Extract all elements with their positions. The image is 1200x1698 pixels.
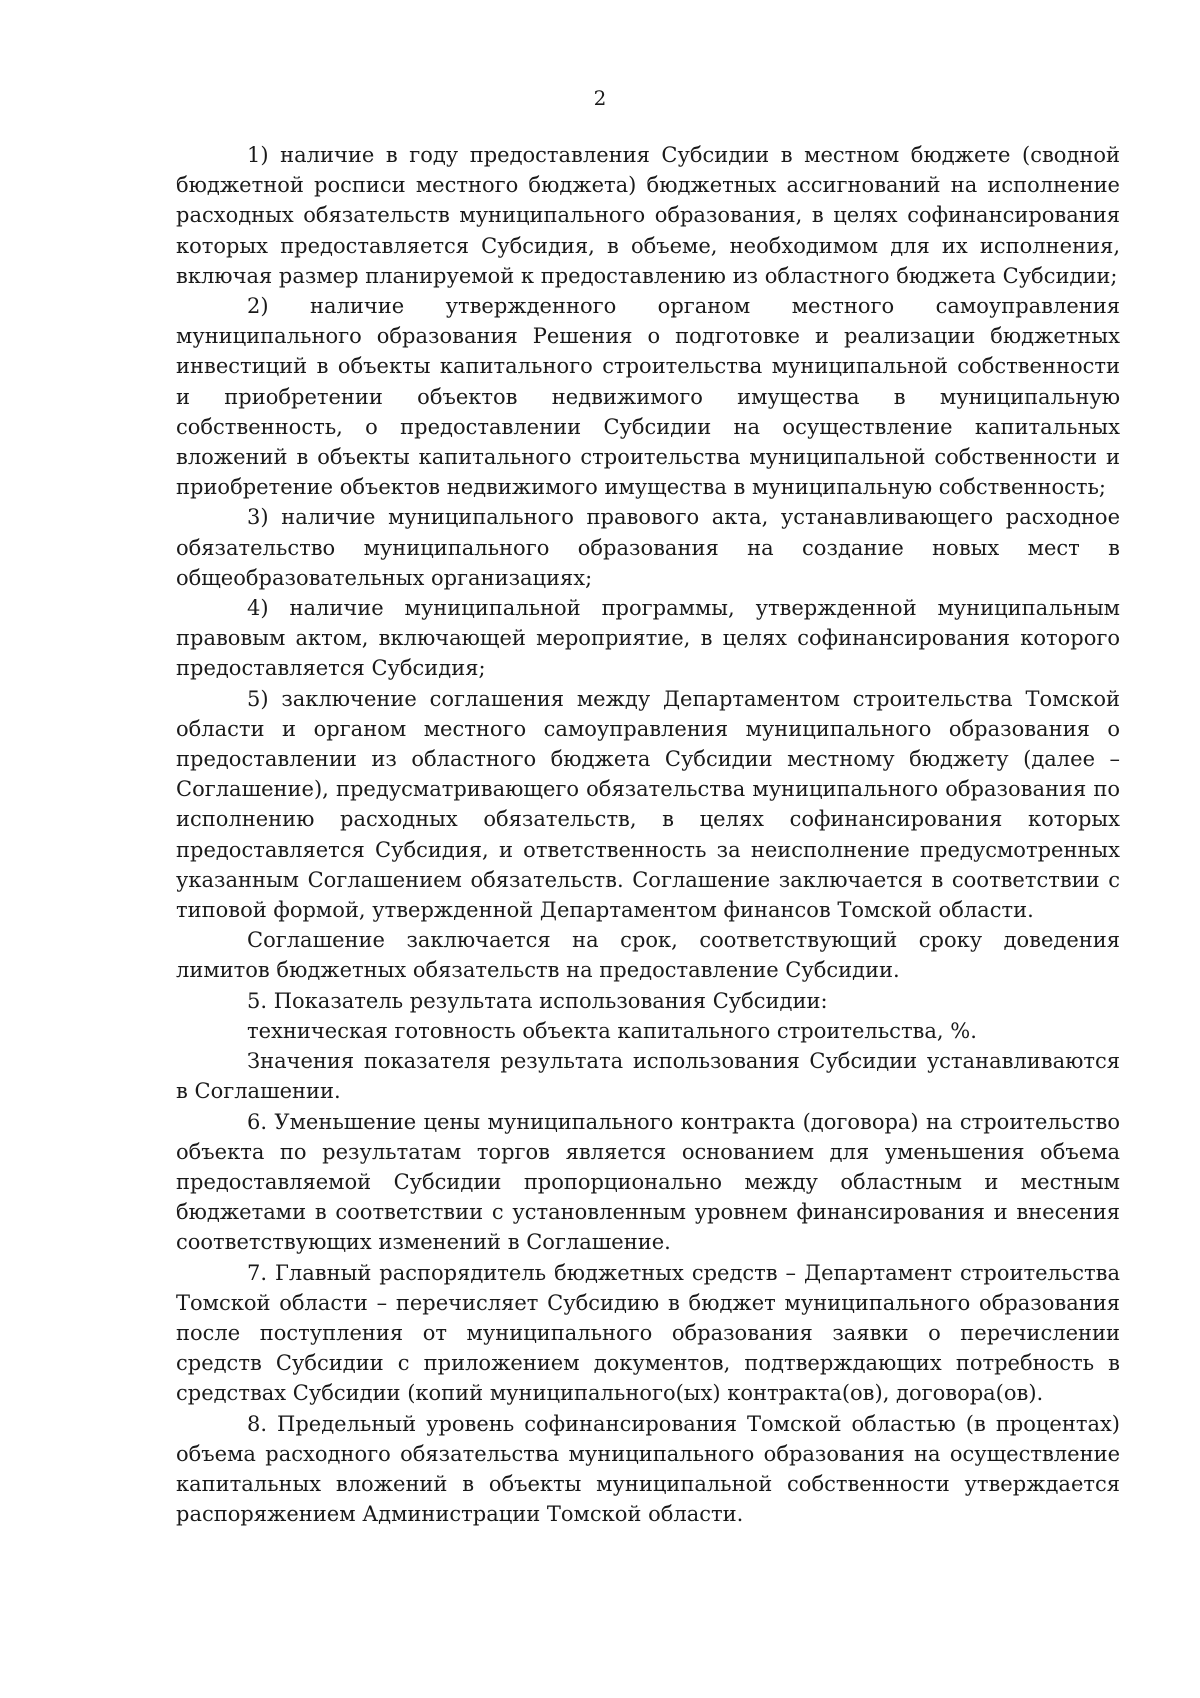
paragraph-condition-4: 4) наличие муниципальной программы, утвержденной муниципальным правовым актом, включающей мероприятие, в целях софинансирования которого предоставляется Субсидия; [176,596,1120,681]
paragraph-condition-2: 2) наличие утвержденного органом местного самоуправления муниципального образования Решения о подготовке и реализации бюджетных инвестиций в объекты капитального строительства муниципальной собственности и приобретении объектов недвижимого имущества в муниципальную собственность, о предоставлении Субсидии на осуществление капитальных вложений в объекты капитального строительства муниципальной собственности и приобретение объектов недвижимого имущества в муниципальную собственность; [176,294,1120,500]
paragraph-section-5-title: 5. Показатель результата использования Субсидии: [247,988,828,1013]
paragraph-condition-5: 5) заключение соглашения между Департаментом строительства Томской области и органом местного самоуправления муниципального образования о предоставлении из областного бюджета Субсидии местному бюджету (далее – Соглашение), предусматривающего обязательства муниципального образования по исполнению расходных обязательств, в целях софинансирования которых предоставляется Субсидия, и ответственность за неисполнение предусмотренных указанным Соглашением обязательств. Соглашение заключается в соответствии с типовой формой, утвержденной Департаментом финансов Томской области. [176,686,1120,923]
paragraph-section-6: 6. Уменьшение цены муниципального контракта (договора) на строительство объекта по результатам торгов является основанием для уменьшения объема предоставляемой Субсидии пропорционально между областным и местным бюджетами в соответствии с установленным уровнем финансирования и внесения соответствующих изменений в Соглашение. [176,1109,1120,1255]
paragraph-agreement-term: Соглашение заключается на срок, соответствующий сроку доведения лимитов бюджетных обязательств на предоставление Субсидии. [176,928,1120,983]
page-number: 2 [593,86,607,110]
paragraph-section-7: 7. Главный распорядитель бюджетных средств – Департамент строительства Томской области – перечисляет Субсидию в бюджет муниципального образования после поступления от муниципального образования заявки о перечислении средств Субсидии с приложением документов, подтверждающих потребность в средствах Субсидии (копий муниципального(ых) контракта(ов), договора(ов). [176,1260,1120,1406]
paragraph-section-8: 8. Предельный уровень софинансирования Томской областью (в процентах) объема расходного обязательства муниципального образования на осуществление капитальных вложений в объекты муниципальной собственности утверждается распоряжением Администрации Томской области. [176,1411,1120,1527]
paragraph-result-indicator: техническая готовность объекта капитального строительства, %. [247,1018,977,1043]
document-body [176,140,1120,1529]
paragraph-condition-3: 3) наличие муниципального правового акта, устанавливающего расходное обязательство муниципального образования на создание новых мест в общеобразовательных организациях; [176,505,1120,590]
paragraph-indicator-values: Значения показателя результата использования Субсидии устанавливаются в Соглашении. [176,1049,1120,1104]
paragraph-condition-1: 1) наличие в году предоставления Субсидии в местном бюджете (сводной бюджетной росписи местного бюджета) бюджетных ассигнований на исполнение расходных обязательств муниципального образования, в целях софинансирования которых предоставляется Субсидия, в объеме, необходимом для их исполнения, включая размер планируемой к предоставлению из областного бюджета Субсидии; [176,143,1120,288]
